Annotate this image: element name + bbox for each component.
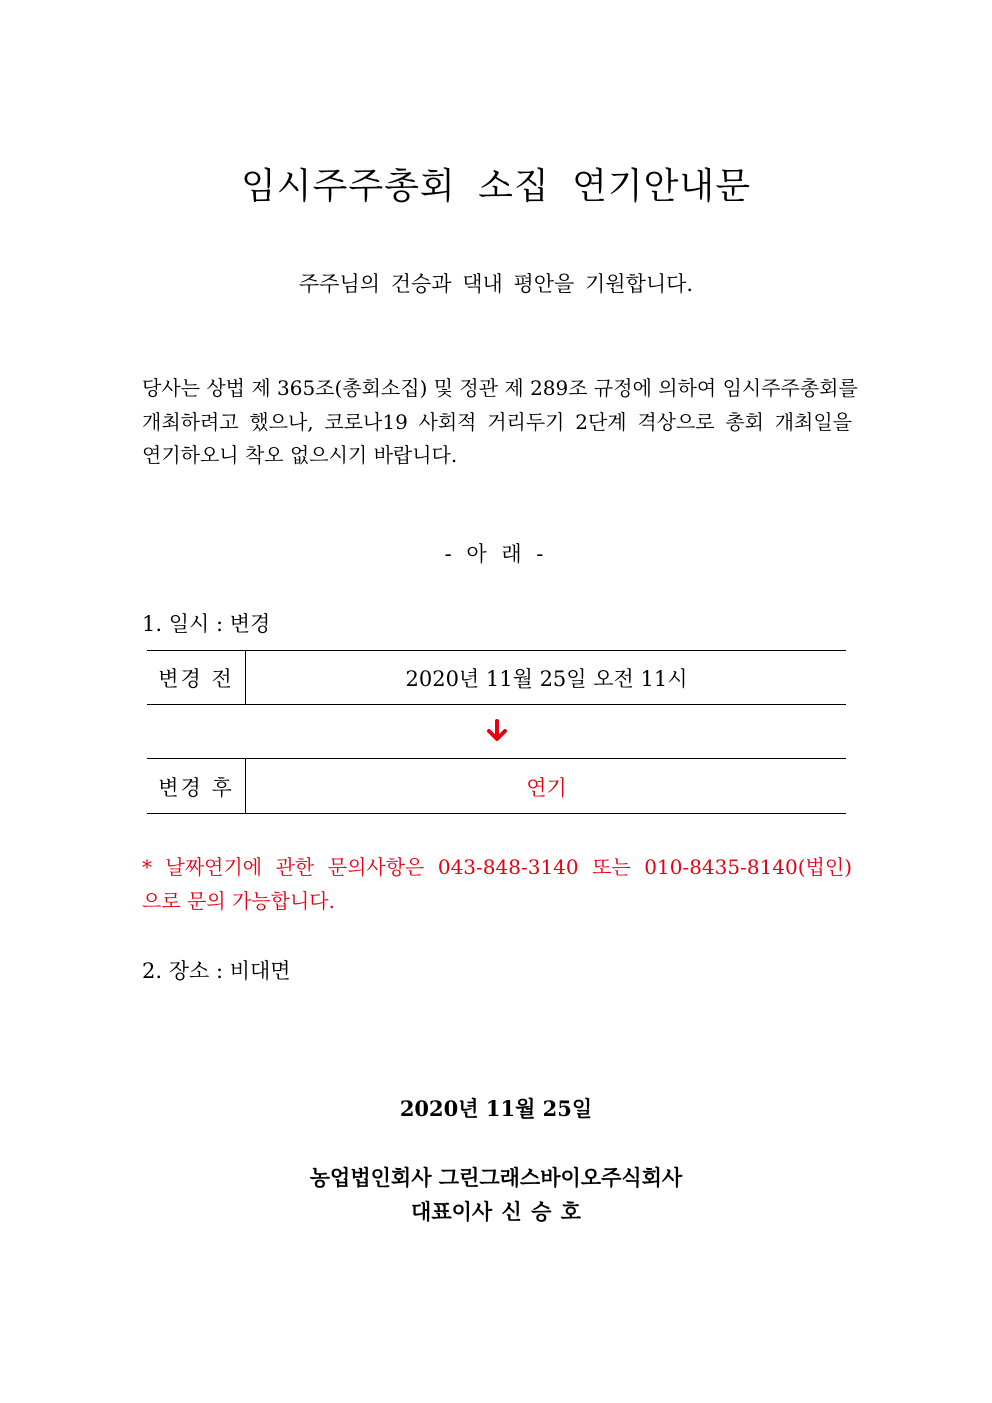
notice-heading: - 아 래 - <box>444 542 548 566</box>
item2-heading: 2. 장소 : 비대면 <box>142 959 291 983</box>
table-bottom-border <box>147 813 846 814</box>
body-paragraph-line-3: 연기하오니 착오 없으시기 바랍니다. <box>142 443 458 467</box>
table-after-top-border <box>147 758 846 759</box>
item1-heading: 1. 일시 : 변경 <box>142 612 271 636</box>
table-row-border <box>147 704 846 705</box>
before-value: 2020년 11월 25일 오전 11시 <box>405 667 688 691</box>
before-label: 변경 전 <box>158 667 234 691</box>
table-divider-after <box>245 758 246 813</box>
table-top-border <box>147 650 846 651</box>
contact-note-line-2: 으로 문의 가능합니다. <box>142 889 335 913</box>
after-label: 변경 후 <box>158 776 234 800</box>
document-title: 임시주주총회 소집 연기안내문 <box>241 166 751 207</box>
table-divider-before <box>245 650 246 704</box>
representative-name: 대표이사 신 승 호 <box>411 1199 581 1224</box>
body-paragraph-line-1: 당사는 상법 제 365조(총회소집) 및 정관 제 289조 규정에 의하여 임시주주총회를 <box>142 376 858 400</box>
arrow-down-icon <box>484 718 510 744</box>
contact-note-line-1: * 날짜연기에 관한 문의사항은 043-848-3140 또는 010-8435-8140(법인) <box>142 855 852 879</box>
greeting-text: 주주님의 건승과 댁내 평안을 기원합니다. <box>298 272 694 296</box>
body-paragraph-line-2: 개최하려고 했으나, 코로나19 사회적 거리두기 2단계 격상으로 총회 개최일을 <box>142 410 852 434</box>
after-value: 연기 <box>526 776 567 800</box>
company-name: 농업법인회사 그린그래스바이오주식회사 <box>309 1165 683 1190</box>
document-date: 2020년 11월 25일 <box>399 1096 593 1121</box>
